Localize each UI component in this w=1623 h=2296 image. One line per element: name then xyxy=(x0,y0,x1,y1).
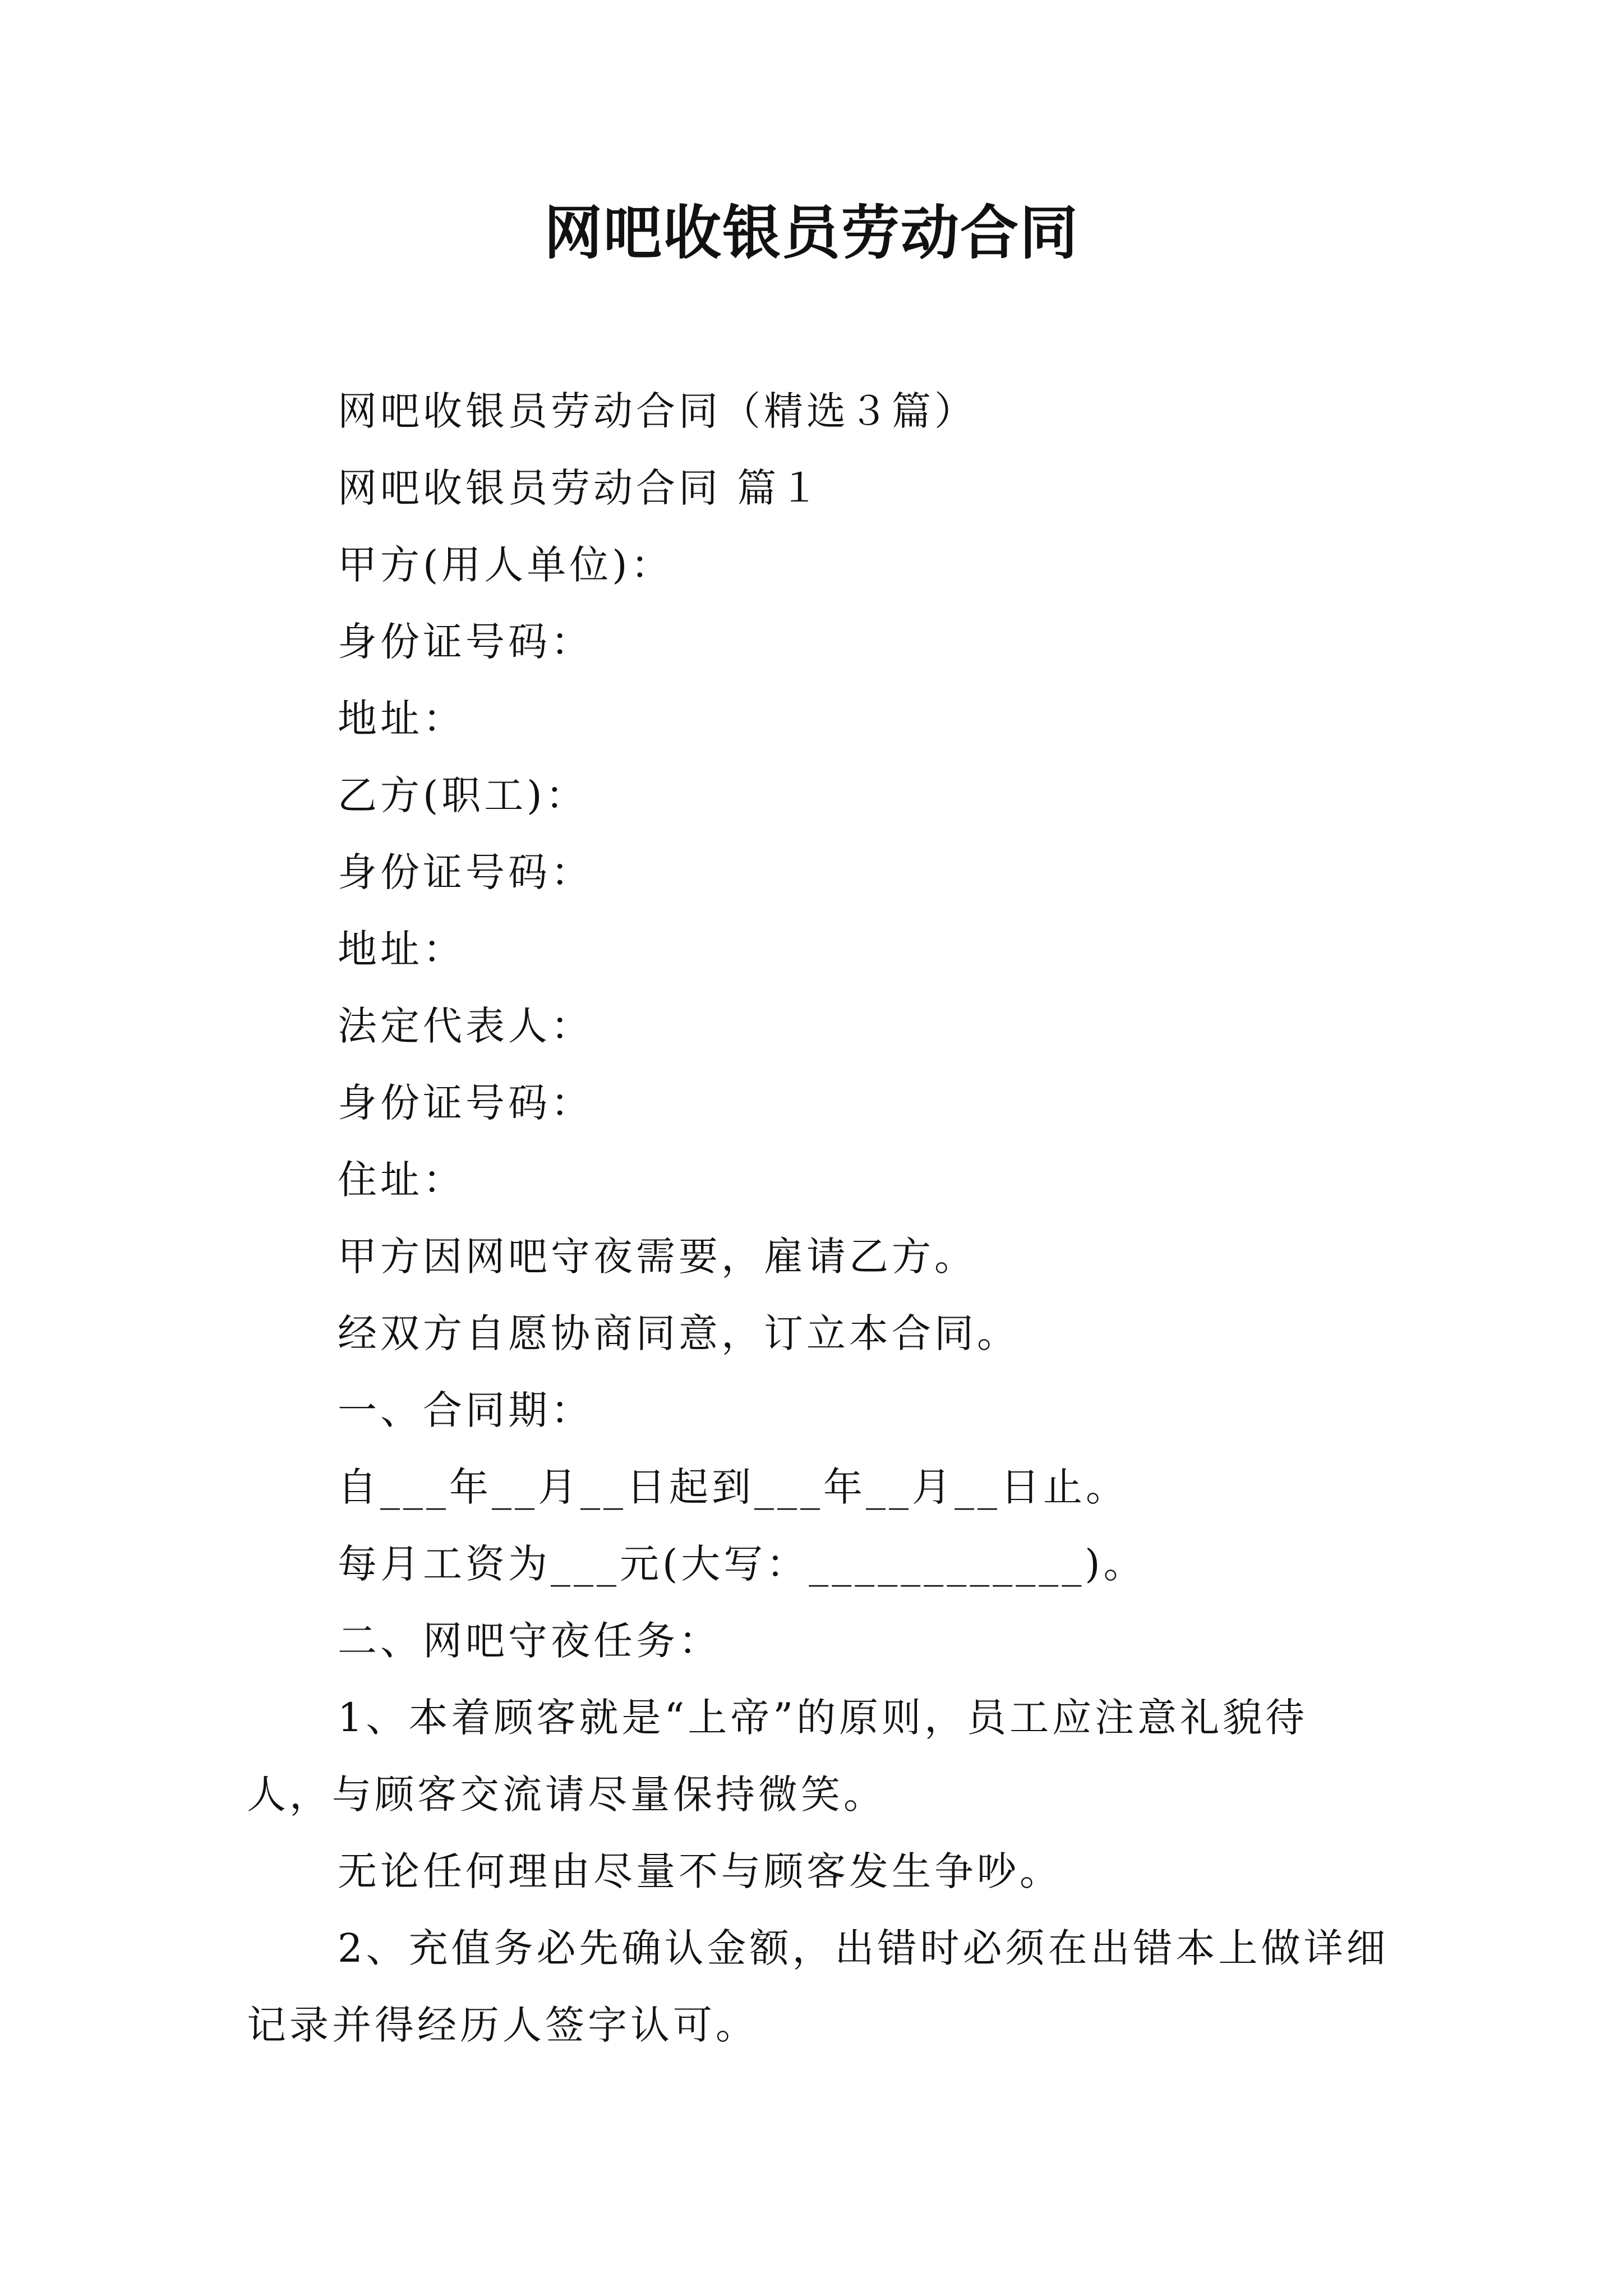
document-title: 网吧收银员劳动合同 xyxy=(543,199,1079,267)
field-representative-id: 身份证号码： xyxy=(338,1080,593,1126)
field-party-b-id: 身份证号码： xyxy=(338,849,593,895)
clause-heading-term: 一、合同期： xyxy=(338,1387,593,1433)
clause-duty-1-note: 无论任何理由尽量不与顾客发生争吵。 xyxy=(338,1848,1062,1894)
clause-duty-2: 2、充值务必先确认金额，出错时必须在出错本上做详细记录并得经历人签字认可。 xyxy=(247,1925,1389,2048)
field-party-b: 乙方(职工)： xyxy=(338,772,588,818)
field-party-a: 甲方(用人单位)： xyxy=(338,542,674,588)
clause-term-dates: 自___年__月__日起到___年__月__日止。 xyxy=(338,1464,1128,1510)
field-party-a-id: 身份证号码： xyxy=(338,619,593,665)
field-party-a-address: 地址： xyxy=(338,696,465,742)
paragraph-agreement: 经双方自愿协商同意，订立本合同。 xyxy=(338,1310,1020,1356)
document-body xyxy=(247,373,1391,2064)
paragraph-subtitle: 网吧收银员劳动合同（精选３篇） xyxy=(338,388,977,434)
clause-heading-duties: 二、网吧守夜任务： xyxy=(338,1618,721,1664)
field-legal-representative: 法定代表人： xyxy=(338,1003,593,1049)
paragraph-purpose: 甲方因网吧守夜需要，雇请乙方。 xyxy=(338,1234,977,1280)
clause-duty-1: 1、本着顾客就是“上帝”的原则，员工应注意礼貌待人，与顾客交流请尽量保持微笑。 xyxy=(247,1695,1308,1818)
field-party-b-address: 地址： xyxy=(338,926,465,972)
paragraph-section-heading: 网吧收银员劳动合同 篇１ xyxy=(338,465,823,511)
field-residence: 住址： xyxy=(338,1157,465,1203)
clause-monthly-salary: 每月工资为___元(大写：____________)。 xyxy=(338,1541,1146,1587)
